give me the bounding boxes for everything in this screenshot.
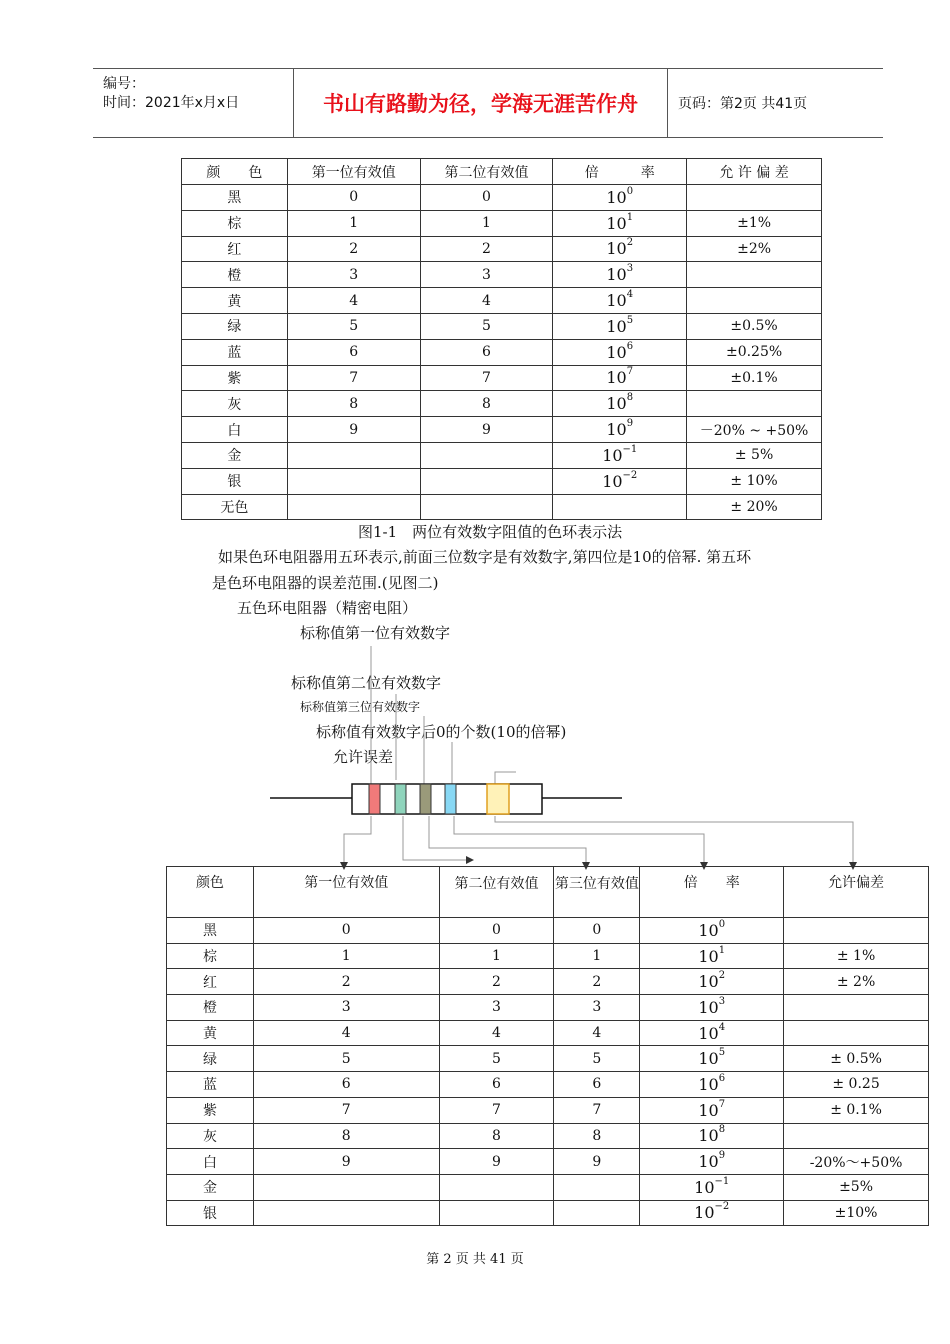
table-cell: 0 (439, 918, 554, 944)
table-row (167, 1097, 929, 1123)
multiplier-cell (640, 918, 784, 944)
table-cell: 2 (287, 236, 420, 262)
multiplier-cell (640, 943, 784, 969)
multiplier-exponent: 4 (626, 289, 634, 301)
table-cell: 7 (287, 365, 420, 391)
table-row (167, 1123, 929, 1149)
multiplier-cell (640, 969, 784, 995)
connector-multiplier (454, 816, 704, 862)
table-cell: 1 (439, 943, 554, 969)
multiplier-exponent: 2 (718, 970, 726, 982)
table-cell: 棕 (167, 943, 254, 969)
multiplier-base: 10 (694, 1203, 715, 1223)
table-cell: 0 (287, 185, 420, 211)
table-cell: 白 (167, 1149, 254, 1175)
table-cell: 5 (439, 1046, 554, 1072)
header-cell: 颜 色 (182, 159, 288, 185)
table-cell: 红 (182, 236, 288, 262)
table-cell: 灰 (167, 1123, 254, 1149)
table-cell: 1 (287, 210, 420, 236)
table-row (167, 1174, 929, 1200)
multiplier-base: 10 (606, 239, 627, 259)
table-cell: ±2% (687, 236, 822, 262)
table-cell: 4 (253, 1020, 439, 1046)
table-cell: 0 (554, 918, 640, 944)
table-cell: 1 (554, 943, 640, 969)
table-cell: 紫 (167, 1097, 254, 1123)
table-cell: ±10% (784, 1200, 929, 1226)
multiplier-exponent: 2 (626, 237, 634, 249)
multiplier-exponent: 3 (626, 263, 634, 275)
table-cell: 黑 (167, 918, 254, 944)
table-cell: 7 (439, 1097, 554, 1123)
multiplier-exponent: −1 (714, 1175, 730, 1187)
multiplier-base: 10 (606, 420, 627, 440)
table-row (167, 1020, 929, 1046)
table-cell: 绿 (167, 1046, 254, 1072)
table-cell: 蓝 (182, 339, 288, 365)
table-cell: 3 (439, 995, 554, 1021)
table-cell: 无色 (182, 494, 288, 520)
label-tolerance: 允许误差 (333, 748, 394, 766)
table-row (167, 1072, 929, 1098)
table-cell: 8 (420, 391, 553, 417)
table-cell: 6 (253, 1072, 439, 1098)
band-multiplier (445, 784, 456, 814)
header-cell: 允 许 偏 差 (687, 159, 822, 185)
multiplier-exponent: 6 (718, 1072, 726, 1084)
multiplier-base: 10 (606, 342, 627, 362)
multiplier-cell (640, 1046, 784, 1072)
multiplier-exponent: 0 (718, 918, 726, 930)
table-cell: ± 20% (687, 494, 822, 520)
table-cell: 3 (554, 995, 640, 1021)
table-cell (253, 1200, 439, 1226)
multiplier-cell (640, 995, 784, 1021)
figure-caption: 图1-1 两位有效数字阻值的色环表示法 (358, 523, 623, 541)
multiplier-base: 10 (606, 368, 627, 388)
multiplier-exponent: −2 (622, 469, 638, 481)
multiplier-base: 10 (698, 1100, 719, 1120)
band-first-digit (369, 784, 380, 814)
table-cell (784, 1020, 929, 1046)
multiplier-exponent: 1 (718, 944, 726, 956)
multiplier-exponent: 5 (626, 314, 634, 326)
table-cell: ± 2% (784, 969, 929, 995)
label-third-digit: 标称值第三位有效数字 (300, 700, 421, 714)
table-cell: 8 (439, 1123, 554, 1149)
multiplier-exponent: −2 (714, 1201, 730, 1213)
table-cell: 黄 (167, 1020, 254, 1046)
connector-third (429, 816, 586, 862)
multiplier-exponent: 5 (718, 1047, 726, 1059)
multiplier-exponent: 8 (626, 392, 634, 404)
band-third-digit (420, 784, 431, 814)
table-cell: ±5% (784, 1174, 929, 1200)
table-cell: 紫 (182, 365, 288, 391)
multiplier-exponent: 7 (626, 366, 634, 378)
multiplier-base: 10 (698, 920, 719, 940)
header-cell: 倍 率 (553, 159, 687, 185)
multiplier-cell (640, 1200, 784, 1226)
table-row (167, 969, 929, 995)
multiplier-cell (640, 1072, 784, 1098)
table-cell: 2 (420, 236, 553, 262)
page-label: 页码：第2页 共41页 (678, 96, 808, 112)
table-cell: ± 5% (687, 442, 822, 468)
table-cell (439, 1200, 554, 1226)
table-cell: －20% ~ +50% (687, 417, 822, 443)
multiplier-exponent: 9 (626, 418, 634, 430)
table-cell: 9 (253, 1149, 439, 1175)
multiplier-exponent: 0 (626, 185, 634, 197)
table-cell (253, 1174, 439, 1200)
table-cell: 9 (287, 417, 420, 443)
paragraph-line-1: 如果色环电阻器用五环表示,前面三位数字是有效数字,第四位是10的倍幂. 第五环 (218, 548, 752, 566)
table-cell: 5 (420, 313, 553, 339)
multiplier-base: 10 (698, 1023, 719, 1043)
table-cell: 蓝 (167, 1072, 254, 1098)
multiplier-base: 10 (602, 445, 623, 465)
table-cell: ± 10% (687, 468, 822, 494)
connector-first (344, 816, 371, 862)
table-row (167, 1149, 929, 1175)
table-cell: ± 0.1% (784, 1097, 929, 1123)
multiplier-base: 10 (606, 187, 627, 207)
connector-tolerance (495, 816, 853, 862)
table-cell: 白 (182, 417, 288, 443)
table-row (167, 943, 929, 969)
table-cell: ±0.5% (687, 313, 822, 339)
table-cell: 7 (554, 1097, 640, 1123)
table-cell: 3 (253, 995, 439, 1021)
label-second-digit: 标称值第二位有效数字 (291, 674, 442, 692)
table-header-row (167, 867, 929, 918)
table-cell: 黄 (182, 288, 288, 314)
multiplier-exponent: 6 (626, 340, 634, 352)
arrow-icon (466, 856, 474, 864)
multiplier-base: 10 (698, 972, 719, 992)
table-cell: 6 (439, 1072, 554, 1098)
color-code-table-three-digit (166, 866, 929, 1226)
table-cell (554, 1174, 640, 1200)
table-cell: 2 (253, 969, 439, 995)
multiplier-base: 10 (694, 1177, 715, 1197)
multiplier-exponent: 9 (718, 1150, 726, 1162)
table-cell: 9 (420, 417, 553, 443)
header-cell: 允许偏差 (784, 867, 929, 918)
table-cell: ±0.25% (687, 339, 822, 365)
table-cell: 1 (253, 943, 439, 969)
header-cell: 第二位有效值 (420, 159, 553, 185)
table-cell: 红 (167, 969, 254, 995)
table-cell: ± 0.25 (784, 1072, 929, 1098)
table-cell: 橙 (167, 995, 254, 1021)
page-footer: 第 2 页 共 41 页 (426, 1252, 524, 1267)
multiplier-base: 10 (698, 1126, 719, 1146)
table-cell: 0 (420, 185, 553, 211)
table-cell: 灰 (182, 391, 288, 417)
multiplier-base: 10 (606, 316, 627, 336)
diagram-title: 五色环电阻器（精密电阻） (237, 599, 418, 617)
multiplier-base: 10 (606, 394, 627, 414)
label-multiplier: 标称值有效数字后0的个数(10的倍幂) (316, 723, 567, 741)
multiplier-base: 10 (698, 1049, 719, 1069)
band-tolerance (487, 784, 509, 814)
multiplier-exponent: 1 (626, 211, 634, 223)
multiplier-base: 10 (698, 946, 719, 966)
header-cell: 颜色 (167, 867, 254, 918)
table-cell: 8 (554, 1123, 640, 1149)
table-row (167, 995, 929, 1021)
table-cell: 银 (167, 1200, 254, 1226)
header-cell: 第二位有效值 (439, 867, 554, 918)
motto: 书山有路勤为径，学海无涯苦作舟 (294, 69, 668, 137)
multiplier-base: 10 (606, 265, 627, 285)
table-cell: 7 (420, 365, 553, 391)
multiplier-base: 10 (602, 471, 623, 491)
table-cell: 4 (287, 288, 420, 314)
table-cell: 2 (554, 969, 640, 995)
number-label: 编号： (103, 76, 145, 92)
band-second-digit (395, 784, 406, 814)
table-cell: 金 (182, 442, 288, 468)
table-cell (439, 1174, 554, 1200)
connector-second (403, 816, 466, 860)
table-cell: 3 (420, 262, 553, 288)
table-row (167, 918, 929, 944)
multiplier-exponent: 4 (718, 1021, 726, 1033)
multiplier-exponent: 8 (718, 1124, 726, 1136)
table-cell: 6 (554, 1072, 640, 1098)
table-cell: ± 1% (784, 943, 929, 969)
multiplier-cell (640, 1174, 784, 1200)
table-cell (784, 918, 929, 944)
table-cell: 3 (287, 262, 420, 288)
multiplier-exponent: 3 (718, 995, 726, 1007)
header-cell: 第一位有效值 (287, 159, 420, 185)
table-cell: 棕 (182, 210, 288, 236)
table-cell: 7 (253, 1097, 439, 1123)
table-cell: 8 (253, 1123, 439, 1149)
label-first-digit: 标称值第一位有效数字 (300, 624, 451, 642)
table-cell: 4 (420, 288, 553, 314)
table-cell: ± 0.5% (784, 1046, 929, 1072)
table-cell: 9 (554, 1149, 640, 1175)
table-cell (784, 995, 929, 1021)
multiplier-base: 10 (698, 997, 719, 1017)
paragraph-line-2: 是色环电阻器的误差范围.(见图二) (212, 574, 439, 592)
table-cell: 8 (287, 391, 420, 417)
table-cell: ±0.1% (687, 365, 822, 391)
table-cell: 5 (554, 1046, 640, 1072)
table-cell: 5 (287, 313, 420, 339)
multiplier-cell (640, 1149, 784, 1175)
header-cell: 倍 率 (640, 867, 784, 918)
table-cell: 0 (253, 918, 439, 944)
table-cell: 银 (182, 468, 288, 494)
multiplier-cell (640, 1123, 784, 1149)
time-label: 时间：2021年x月x日 (103, 95, 240, 111)
table-cell: 2 (439, 969, 554, 995)
table-cell: 6 (420, 339, 553, 365)
table-cell: 4 (439, 1020, 554, 1046)
table-row (167, 1200, 929, 1226)
multiplier-cell (640, 1020, 784, 1046)
table-cell: -20%～+50% (784, 1149, 929, 1175)
table-cell: 黑 (182, 185, 288, 211)
table-cell: 1 (420, 210, 553, 236)
multiplier-exponent: 7 (718, 1098, 726, 1110)
table-cell: ±1% (687, 210, 822, 236)
multiplier-base: 10 (606, 213, 627, 233)
multiplier-cell (640, 1097, 784, 1123)
table-cell (554, 1200, 640, 1226)
table-cell: 6 (287, 339, 420, 365)
header-cell: 第三位有效值 (554, 867, 640, 918)
multiplier-base: 10 (698, 1152, 719, 1172)
multiplier-exponent: −1 (622, 443, 638, 455)
multiplier-base: 10 (606, 291, 627, 311)
table-cell: 9 (439, 1149, 554, 1175)
table-cell: 橙 (182, 262, 288, 288)
table-cell: 5 (253, 1046, 439, 1072)
table-cell: 金 (167, 1174, 254, 1200)
table-cell: 绿 (182, 313, 288, 339)
table-cell: 4 (554, 1020, 640, 1046)
table-row (167, 1046, 929, 1072)
table-cell (784, 1123, 929, 1149)
header-cell: 第一位有效值 (253, 867, 439, 918)
multiplier-base: 10 (698, 1074, 719, 1094)
